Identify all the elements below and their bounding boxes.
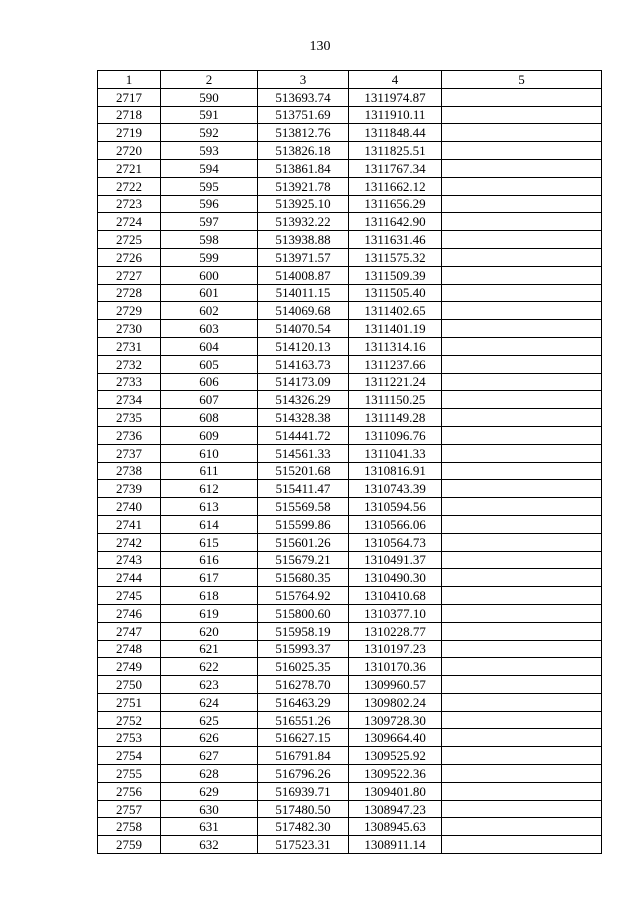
table-row [98, 124, 602, 142]
row-index-cell: 2752 [98, 711, 161, 729]
column-header-5: 5 [442, 71, 602, 89]
table-row [98, 693, 602, 711]
point-number-cell: 611 [161, 462, 258, 480]
point-number-cell: 600 [161, 266, 258, 284]
column-header-2: 2 [161, 71, 258, 89]
table-row [98, 587, 602, 605]
y-coordinate-cell: 1310490.30 [349, 569, 442, 587]
table-body [98, 88, 602, 853]
x-coordinate-cell: 515569.58 [258, 498, 349, 516]
point-number-cell: 592 [161, 124, 258, 142]
table-row [98, 337, 602, 355]
row-index-cell: 2731 [98, 337, 161, 355]
point-number-cell: 619 [161, 604, 258, 622]
x-coordinate-cell: 516791.84 [258, 747, 349, 765]
table-row [98, 836, 602, 854]
x-coordinate-cell: 516278.70 [258, 676, 349, 694]
row-index-cell: 2724 [98, 213, 161, 231]
note-cell [442, 569, 602, 587]
row-index-cell: 2739 [98, 480, 161, 498]
row-index-cell: 2742 [98, 533, 161, 551]
note-cell [442, 124, 602, 142]
row-index-cell: 2747 [98, 622, 161, 640]
table-row [98, 409, 602, 427]
row-index-cell: 2753 [98, 729, 161, 747]
row-index-cell: 2759 [98, 836, 161, 854]
note-cell [442, 231, 602, 249]
note-cell [442, 284, 602, 302]
row-index-cell: 2735 [98, 409, 161, 427]
note-cell [442, 729, 602, 747]
point-number-cell: 607 [161, 391, 258, 409]
point-number-cell: 596 [161, 195, 258, 213]
note-cell [442, 711, 602, 729]
y-coordinate-cell: 1311237.66 [349, 355, 442, 373]
y-coordinate-cell: 1311401.19 [349, 320, 442, 338]
x-coordinate-cell: 515679.21 [258, 551, 349, 569]
row-index-cell: 2745 [98, 587, 161, 605]
x-coordinate-cell: 515800.60 [258, 604, 349, 622]
x-coordinate-cell: 514070.54 [258, 320, 349, 338]
y-coordinate-cell: 1311910.11 [349, 106, 442, 124]
row-index-cell: 2757 [98, 800, 161, 818]
point-number-cell: 609 [161, 426, 258, 444]
y-coordinate-cell: 1309522.36 [349, 765, 442, 783]
row-index-cell: 2756 [98, 782, 161, 800]
point-number-cell: 629 [161, 782, 258, 800]
row-index-cell: 2728 [98, 284, 161, 302]
point-number-cell: 626 [161, 729, 258, 747]
row-index-cell: 2727 [98, 266, 161, 284]
note-cell [442, 515, 602, 533]
x-coordinate-cell: 516551.26 [258, 711, 349, 729]
x-coordinate-cell: 513693.74 [258, 88, 349, 106]
row-index-cell: 2726 [98, 248, 161, 266]
point-number-cell: 606 [161, 373, 258, 391]
y-coordinate-cell: 1310491.37 [349, 551, 442, 569]
note-cell [442, 106, 602, 124]
x-coordinate-cell: 514120.13 [258, 337, 349, 355]
point-number-cell: 622 [161, 658, 258, 676]
row-index-cell: 2722 [98, 177, 161, 195]
row-index-cell: 2736 [98, 426, 161, 444]
y-coordinate-cell: 1311150.25 [349, 391, 442, 409]
point-number-cell: 598 [161, 231, 258, 249]
row-index-cell: 2750 [98, 676, 161, 694]
page-number: 130 [309, 39, 331, 54]
y-coordinate-cell: 1308945.63 [349, 818, 442, 836]
point-number-cell: 630 [161, 800, 258, 818]
row-index-cell: 2744 [98, 569, 161, 587]
x-coordinate-cell: 513921.78 [258, 177, 349, 195]
point-number-cell: 597 [161, 213, 258, 231]
x-coordinate-cell: 513751.69 [258, 106, 349, 124]
note-cell [442, 800, 602, 818]
point-number-cell: 603 [161, 320, 258, 338]
table-row [98, 765, 602, 783]
row-index-cell: 2754 [98, 747, 161, 765]
row-index-cell: 2725 [98, 231, 161, 249]
row-index-cell: 2721 [98, 159, 161, 177]
note-cell [442, 818, 602, 836]
row-index-cell: 2758 [98, 818, 161, 836]
y-coordinate-cell: 1309728.30 [349, 711, 442, 729]
y-coordinate-cell: 1311314.16 [349, 337, 442, 355]
table-row [98, 426, 602, 444]
note-cell [442, 409, 602, 427]
x-coordinate-cell: 515680.35 [258, 569, 349, 587]
table-row [98, 480, 602, 498]
table-header-row [98, 71, 602, 89]
table-row [98, 355, 602, 373]
x-coordinate-cell: 514008.87 [258, 266, 349, 284]
point-number-cell: 605 [161, 355, 258, 373]
table-row [98, 177, 602, 195]
row-index-cell: 2740 [98, 498, 161, 516]
point-number-cell: 632 [161, 836, 258, 854]
x-coordinate-cell: 515993.37 [258, 640, 349, 658]
point-number-cell: 610 [161, 444, 258, 462]
note-cell [442, 266, 602, 284]
y-coordinate-cell: 1310410.68 [349, 587, 442, 605]
table-row [98, 159, 602, 177]
table-row [98, 622, 602, 640]
y-coordinate-cell: 1309802.24 [349, 693, 442, 711]
table-row [98, 284, 602, 302]
table-row [98, 604, 602, 622]
point-number-cell: 612 [161, 480, 258, 498]
table-row [98, 498, 602, 516]
x-coordinate-cell: 513826.18 [258, 142, 349, 160]
y-coordinate-cell: 1309525.92 [349, 747, 442, 765]
table-row [98, 658, 602, 676]
note-cell [442, 142, 602, 160]
row-index-cell: 2748 [98, 640, 161, 658]
coordinates-table [97, 70, 602, 854]
y-coordinate-cell: 1311221.24 [349, 373, 442, 391]
table-row [98, 747, 602, 765]
table-row [98, 729, 602, 747]
x-coordinate-cell: 514011.15 [258, 284, 349, 302]
table-row [98, 373, 602, 391]
y-coordinate-cell: 1310564.73 [349, 533, 442, 551]
row-index-cell: 2755 [98, 765, 161, 783]
x-coordinate-cell: 514326.29 [258, 391, 349, 409]
x-coordinate-cell: 515411.47 [258, 480, 349, 498]
y-coordinate-cell: 1311509.39 [349, 266, 442, 284]
point-number-cell: 628 [161, 765, 258, 783]
table-row [98, 515, 602, 533]
note-cell [442, 604, 602, 622]
table-row [98, 462, 602, 480]
point-number-cell: 621 [161, 640, 258, 658]
row-index-cell: 2734 [98, 391, 161, 409]
y-coordinate-cell: 1310743.39 [349, 480, 442, 498]
table-row [98, 782, 602, 800]
y-coordinate-cell: 1311575.32 [349, 248, 442, 266]
table-row [98, 320, 602, 338]
x-coordinate-cell: 513932.22 [258, 213, 349, 231]
note-cell [442, 426, 602, 444]
row-index-cell: 2717 [98, 88, 161, 106]
table-row [98, 551, 602, 569]
column-header-4: 4 [349, 71, 442, 89]
note-cell [442, 498, 602, 516]
table-row [98, 569, 602, 587]
point-number-cell: 620 [161, 622, 258, 640]
point-number-cell: 631 [161, 818, 258, 836]
x-coordinate-cell: 516627.15 [258, 729, 349, 747]
table-row [98, 800, 602, 818]
y-coordinate-cell: 1308947.23 [349, 800, 442, 818]
y-coordinate-cell: 1311631.46 [349, 231, 442, 249]
note-cell [442, 622, 602, 640]
note-cell [442, 587, 602, 605]
y-coordinate-cell: 1311767.34 [349, 159, 442, 177]
table-row [98, 88, 602, 106]
y-coordinate-cell: 1310228.77 [349, 622, 442, 640]
point-number-cell: 595 [161, 177, 258, 195]
row-index-cell: 2730 [98, 320, 161, 338]
note-cell [442, 747, 602, 765]
table-row [98, 106, 602, 124]
y-coordinate-cell: 1311149.28 [349, 409, 442, 427]
x-coordinate-cell: 514069.68 [258, 302, 349, 320]
table-row [98, 266, 602, 284]
y-coordinate-cell: 1311642.90 [349, 213, 442, 231]
y-coordinate-cell: 1311402.65 [349, 302, 442, 320]
x-coordinate-cell: 515764.92 [258, 587, 349, 605]
note-cell [442, 320, 602, 338]
table-row [98, 533, 602, 551]
y-coordinate-cell: 1310594.56 [349, 498, 442, 516]
note-cell [442, 444, 602, 462]
table-row [98, 444, 602, 462]
x-coordinate-cell: 513938.88 [258, 231, 349, 249]
column-header-1: 1 [98, 71, 161, 89]
row-index-cell: 2741 [98, 515, 161, 533]
note-cell [442, 693, 602, 711]
table-row [98, 213, 602, 231]
y-coordinate-cell: 1311041.33 [349, 444, 442, 462]
row-index-cell: 2733 [98, 373, 161, 391]
x-coordinate-cell: 513925.10 [258, 195, 349, 213]
row-index-cell: 2751 [98, 693, 161, 711]
table-row [98, 302, 602, 320]
x-coordinate-cell: 514173.09 [258, 373, 349, 391]
row-index-cell: 2720 [98, 142, 161, 160]
note-cell [442, 195, 602, 213]
point-number-cell: 604 [161, 337, 258, 355]
y-coordinate-cell: 1309664.40 [349, 729, 442, 747]
point-number-cell: 601 [161, 284, 258, 302]
point-number-cell: 599 [161, 248, 258, 266]
y-coordinate-cell: 1311825.51 [349, 142, 442, 160]
row-index-cell: 2738 [98, 462, 161, 480]
table-row [98, 391, 602, 409]
x-coordinate-cell: 515601.26 [258, 533, 349, 551]
note-cell [442, 765, 602, 783]
note-cell [442, 355, 602, 373]
note-cell [442, 480, 602, 498]
note-cell [442, 551, 602, 569]
x-coordinate-cell: 514328.38 [258, 409, 349, 427]
y-coordinate-cell: 1308911.14 [349, 836, 442, 854]
row-index-cell: 2732 [98, 355, 161, 373]
x-coordinate-cell: 515599.86 [258, 515, 349, 533]
point-number-cell: 591 [161, 106, 258, 124]
point-number-cell: 615 [161, 533, 258, 551]
x-coordinate-cell: 514441.72 [258, 426, 349, 444]
y-coordinate-cell: 1310377.10 [349, 604, 442, 622]
table-row [98, 640, 602, 658]
note-cell [442, 676, 602, 694]
y-coordinate-cell: 1311096.76 [349, 426, 442, 444]
point-number-cell: 625 [161, 711, 258, 729]
point-number-cell: 614 [161, 515, 258, 533]
point-number-cell: 613 [161, 498, 258, 516]
note-cell [442, 533, 602, 551]
y-coordinate-cell: 1310816.91 [349, 462, 442, 480]
x-coordinate-cell: 517523.31 [258, 836, 349, 854]
table-row [98, 231, 602, 249]
x-coordinate-cell: 514163.73 [258, 355, 349, 373]
x-coordinate-cell: 514561.33 [258, 444, 349, 462]
note-cell [442, 248, 602, 266]
y-coordinate-cell: 1311656.29 [349, 195, 442, 213]
point-number-cell: 623 [161, 676, 258, 694]
x-coordinate-cell: 517480.50 [258, 800, 349, 818]
point-number-cell: 618 [161, 587, 258, 605]
note-cell [442, 658, 602, 676]
x-coordinate-cell: 517482.30 [258, 818, 349, 836]
point-number-cell: 593 [161, 142, 258, 160]
row-index-cell: 2723 [98, 195, 161, 213]
x-coordinate-cell: 513861.84 [258, 159, 349, 177]
y-coordinate-cell: 1310566.06 [349, 515, 442, 533]
note-cell [442, 640, 602, 658]
point-number-cell: 602 [161, 302, 258, 320]
x-coordinate-cell: 513971.57 [258, 248, 349, 266]
note-cell [442, 836, 602, 854]
note-cell [442, 782, 602, 800]
x-coordinate-cell: 515201.68 [258, 462, 349, 480]
y-coordinate-cell: 1311505.40 [349, 284, 442, 302]
row-index-cell: 2746 [98, 604, 161, 622]
row-index-cell: 2737 [98, 444, 161, 462]
x-coordinate-cell: 516939.71 [258, 782, 349, 800]
x-coordinate-cell: 513812.76 [258, 124, 349, 142]
point-number-cell: 594 [161, 159, 258, 177]
column-header-3: 3 [258, 71, 349, 89]
note-cell [442, 159, 602, 177]
note-cell [442, 462, 602, 480]
x-coordinate-cell: 516025.35 [258, 658, 349, 676]
y-coordinate-cell: 1309401.80 [349, 782, 442, 800]
point-number-cell: 608 [161, 409, 258, 427]
table-row [98, 711, 602, 729]
x-coordinate-cell: 516796.26 [258, 765, 349, 783]
table-row [98, 142, 602, 160]
table-row [98, 676, 602, 694]
table-row [98, 195, 602, 213]
note-cell [442, 373, 602, 391]
y-coordinate-cell: 1311974.87 [349, 88, 442, 106]
note-cell [442, 337, 602, 355]
table-row [98, 248, 602, 266]
point-number-cell: 624 [161, 693, 258, 711]
point-number-cell: 590 [161, 88, 258, 106]
row-index-cell: 2719 [98, 124, 161, 142]
note-cell [442, 302, 602, 320]
point-number-cell: 627 [161, 747, 258, 765]
y-coordinate-cell: 1311848.44 [349, 124, 442, 142]
point-number-cell: 617 [161, 569, 258, 587]
row-index-cell: 2749 [98, 658, 161, 676]
x-coordinate-cell: 516463.29 [258, 693, 349, 711]
y-coordinate-cell: 1309960.57 [349, 676, 442, 694]
note-cell [442, 391, 602, 409]
note-cell [442, 88, 602, 106]
row-index-cell: 2718 [98, 106, 161, 124]
row-index-cell: 2743 [98, 551, 161, 569]
row-index-cell: 2729 [98, 302, 161, 320]
point-number-cell: 616 [161, 551, 258, 569]
y-coordinate-cell: 1310170.36 [349, 658, 442, 676]
note-cell [442, 213, 602, 231]
x-coordinate-cell: 515958.19 [258, 622, 349, 640]
y-coordinate-cell: 1311662.12 [349, 177, 442, 195]
note-cell [442, 177, 602, 195]
y-coordinate-cell: 1310197.23 [349, 640, 442, 658]
table-row [98, 818, 602, 836]
